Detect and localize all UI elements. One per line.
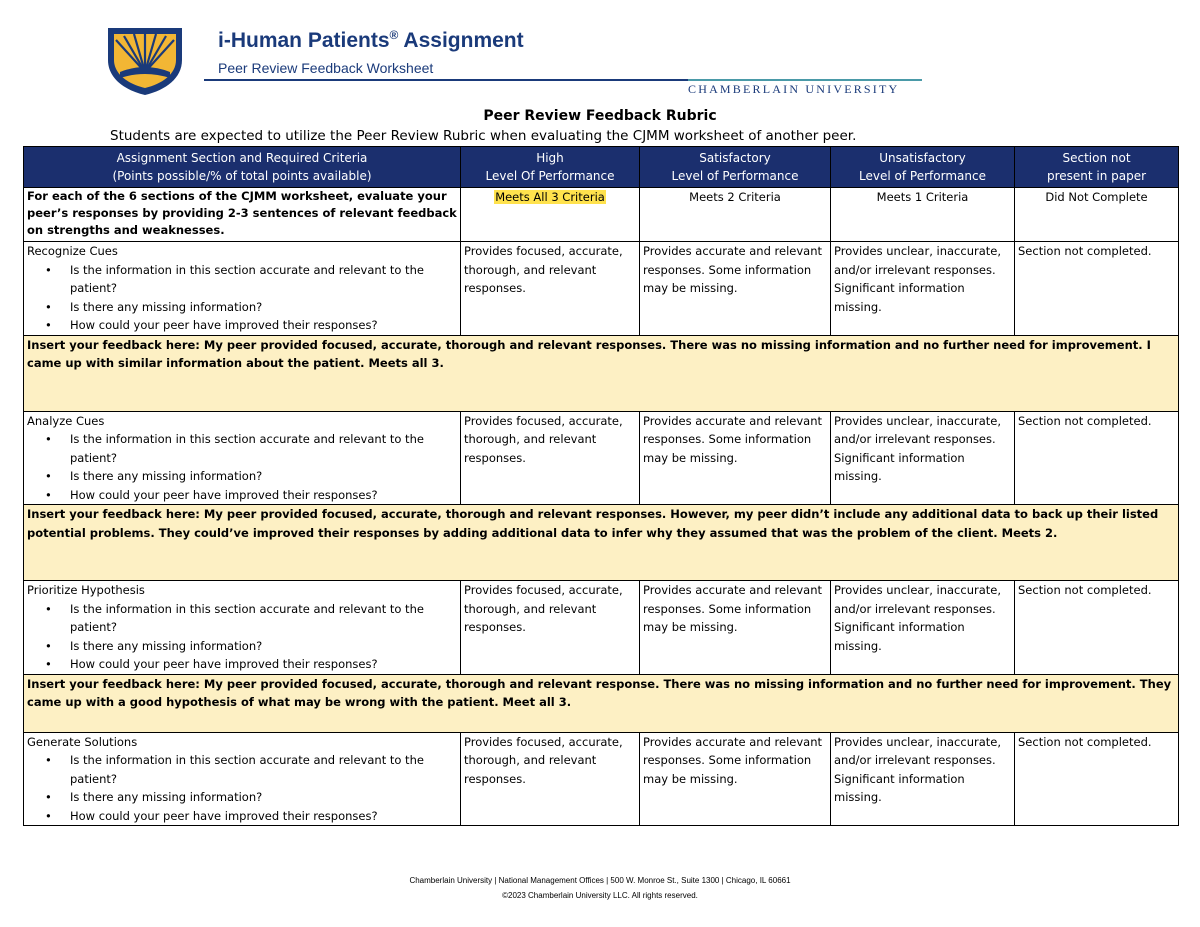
- document-header: [0, 0, 1200, 100]
- rubric-title: Peer Review Feedback Rubric: [483, 108, 717, 124]
- column-header-criteria: Assignment Section and Required Criteria (Points possible/% of total points available): [24, 147, 461, 188]
- section-title: Analyze Cues: [27, 413, 105, 428]
- section-criteria: [24, 242, 461, 336]
- feedback-row-prioritize-hypothesis: [24, 674, 1179, 732]
- page-footer: [0, 873, 1200, 903]
- level-satisfactory: Provides accurate and relevant responses. Some information may be missing.: [640, 411, 831, 505]
- highlighted-criteria: Meets All 3 Criteria: [495, 190, 605, 204]
- level-unsatisfactory: Provides unclear, inaccurate, and/or irrelevant responses. Significant information missing.: [831, 411, 1015, 505]
- question-item: • Is there any missing information?: [27, 467, 457, 486]
- criteria-not-present: Did Not Complete: [1015, 188, 1179, 242]
- level-not-present: Section not completed.: [1015, 732, 1179, 826]
- criteria-row: [24, 188, 1179, 242]
- level-satisfactory: Provides accurate and relevant responses. Some information may be missing.: [640, 732, 831, 826]
- level-high: Provides focused, accurate, thorough, and relevant responses.: [461, 411, 640, 505]
- feedback-text[interactable]: Insert your feedback here: My peer provided focused, accurate, thorough and relevant responses. There was no missing information and no further need for improvement. I came up with similar information about the patient. Meets all 3.: [24, 335, 1179, 411]
- section-title: Recognize Cues: [27, 244, 118, 258]
- column-header-unsatisfactory: Unsatisfactory Level of Performance: [831, 147, 1015, 188]
- criteria-high: [461, 188, 640, 242]
- feedback-text[interactable]: Insert your feedback here: My peer provided focused, accurate, thorough and relevant response. There was no missing information and no further need for improvement. They came up with a good hypothesis of what may be wrong with the patient. Meet all 3.: [24, 674, 1179, 732]
- rubric-table: [23, 146, 1179, 826]
- section-row-generate-solutions: [24, 732, 1179, 826]
- registered-mark: ®: [389, 28, 399, 42]
- column-header-satisfactory: Satisfactory Level of Performance: [640, 147, 831, 188]
- question-item: • How could your peer have improved their responses?: [27, 655, 457, 674]
- rubric-header-row: [24, 147, 1179, 188]
- section-criteria: [24, 581, 461, 675]
- section-questions: [27, 261, 457, 335]
- section-questions: [27, 751, 457, 825]
- level-satisfactory: Provides accurate and relevant responses. Some information may be missing.: [640, 581, 831, 675]
- criteria-satisfactory: Meets 2 Criteria: [640, 188, 831, 242]
- logo-year: 1889: [137, 79, 153, 86]
- column-header-not-present: Section not present in paper: [1015, 147, 1179, 188]
- level-unsatisfactory: Provides unclear, inaccurate, and/or irrelevant responses. Significant information missing.: [831, 732, 1015, 826]
- question-item: • Is there any missing information?: [27, 637, 457, 656]
- question-item: • How could your peer have improved their responses?: [27, 807, 457, 826]
- question-item: • How could your peer have improved their responses?: [27, 316, 457, 335]
- level-satisfactory: Provides accurate and relevant responses. Some information may be missing.: [640, 242, 831, 336]
- feedback-row-analyze-cues: [24, 505, 1179, 581]
- app-title: i-Human Patients® Assignment: [218, 28, 524, 52]
- level-not-present: Section not completed.: [1015, 581, 1179, 675]
- question-item: • Is the information in this section accurate and relevant to the patient?: [27, 430, 457, 467]
- footer-copyright: ©2023 Chamberlain University LLC. All rights reserved.: [502, 891, 698, 900]
- criteria-instruction: For each of the 6 sections of the CJMM worksheet, evaluate your peer’s responses by providing 2-3 sentences of relevant feedback on strengths and weaknesses.: [24, 188, 461, 242]
- level-unsatisfactory: Provides unclear, inaccurate, and/or irrelevant responses. Significant information missing.: [831, 242, 1015, 336]
- question-item: • Is there any missing information?: [27, 788, 457, 807]
- question-item: • Is the information in this section accurate and relevant to the patient?: [27, 600, 457, 637]
- level-high: Provides focused, accurate, thorough, and relevant responses.: [461, 242, 640, 336]
- question-item: • Is the information in this section accurate and relevant to the patient?: [27, 261, 457, 298]
- criteria-unsatisfactory: Meets 1 Criteria: [831, 188, 1015, 242]
- section-row-prioritize-hypothesis: [24, 581, 1179, 675]
- feedback-text[interactable]: Insert your feedback here: My peer provided focused, accurate, thorough and relevant responses. However, my peer didn’t include any additional data to back up their listed potential problems. They could’ve improved their responses by adding additional data to infer why they assumed that was the problem of the client. Meets 2.: [24, 505, 1179, 581]
- level-not-present: Section not completed.: [1015, 242, 1179, 336]
- app-subtitle: Peer Review Feedback Worksheet: [218, 60, 434, 76]
- level-unsatisfactory: Provides unclear, inaccurate, and/or irrelevant responses. Significant information missing.: [831, 581, 1015, 675]
- section-title: Generate Solutions: [27, 734, 138, 749]
- header-rule: [204, 79, 688, 81]
- question-item: • Is there any missing information?: [27, 298, 457, 317]
- section-row-recognize-cues: [24, 242, 1179, 336]
- column-header-high: High Level Of Performance: [461, 147, 640, 188]
- level-not-present: Section not completed.: [1015, 411, 1179, 505]
- question-item: • How could your peer have improved their responses?: [27, 486, 457, 505]
- section-questions: [27, 600, 457, 674]
- question-item: • Is the information in this section accurate and relevant to the patient?: [27, 751, 457, 788]
- level-high: Provides focused, accurate, thorough, and relevant responses.: [461, 732, 640, 826]
- section-title: Prioritize Hypothesis: [27, 583, 145, 597]
- section-criteria: [24, 732, 461, 826]
- section-questions: [27, 430, 457, 504]
- footer-address: Chamberlain University | National Management Offices | 500 W. Monroe St., Suite 1300 | Chicago, IL 60661: [409, 876, 791, 885]
- header-rule-accent: [688, 79, 922, 81]
- university-wordmark: CHAMBERLAIN UNIVERSITY: [688, 82, 900, 96]
- feedback-row-recognize-cues: [24, 335, 1179, 411]
- rubric-intro: Students are expected to utilize the Peer Review Rubric when evaluating the CJMM worksheet of another peer.: [110, 128, 857, 144]
- level-high: Provides focused, accurate, thorough, and relevant responses.: [461, 581, 640, 675]
- chamberlain-shield-logo: [106, 26, 184, 96]
- section-row-analyze-cues: [24, 411, 1179, 505]
- section-criteria: [24, 411, 461, 505]
